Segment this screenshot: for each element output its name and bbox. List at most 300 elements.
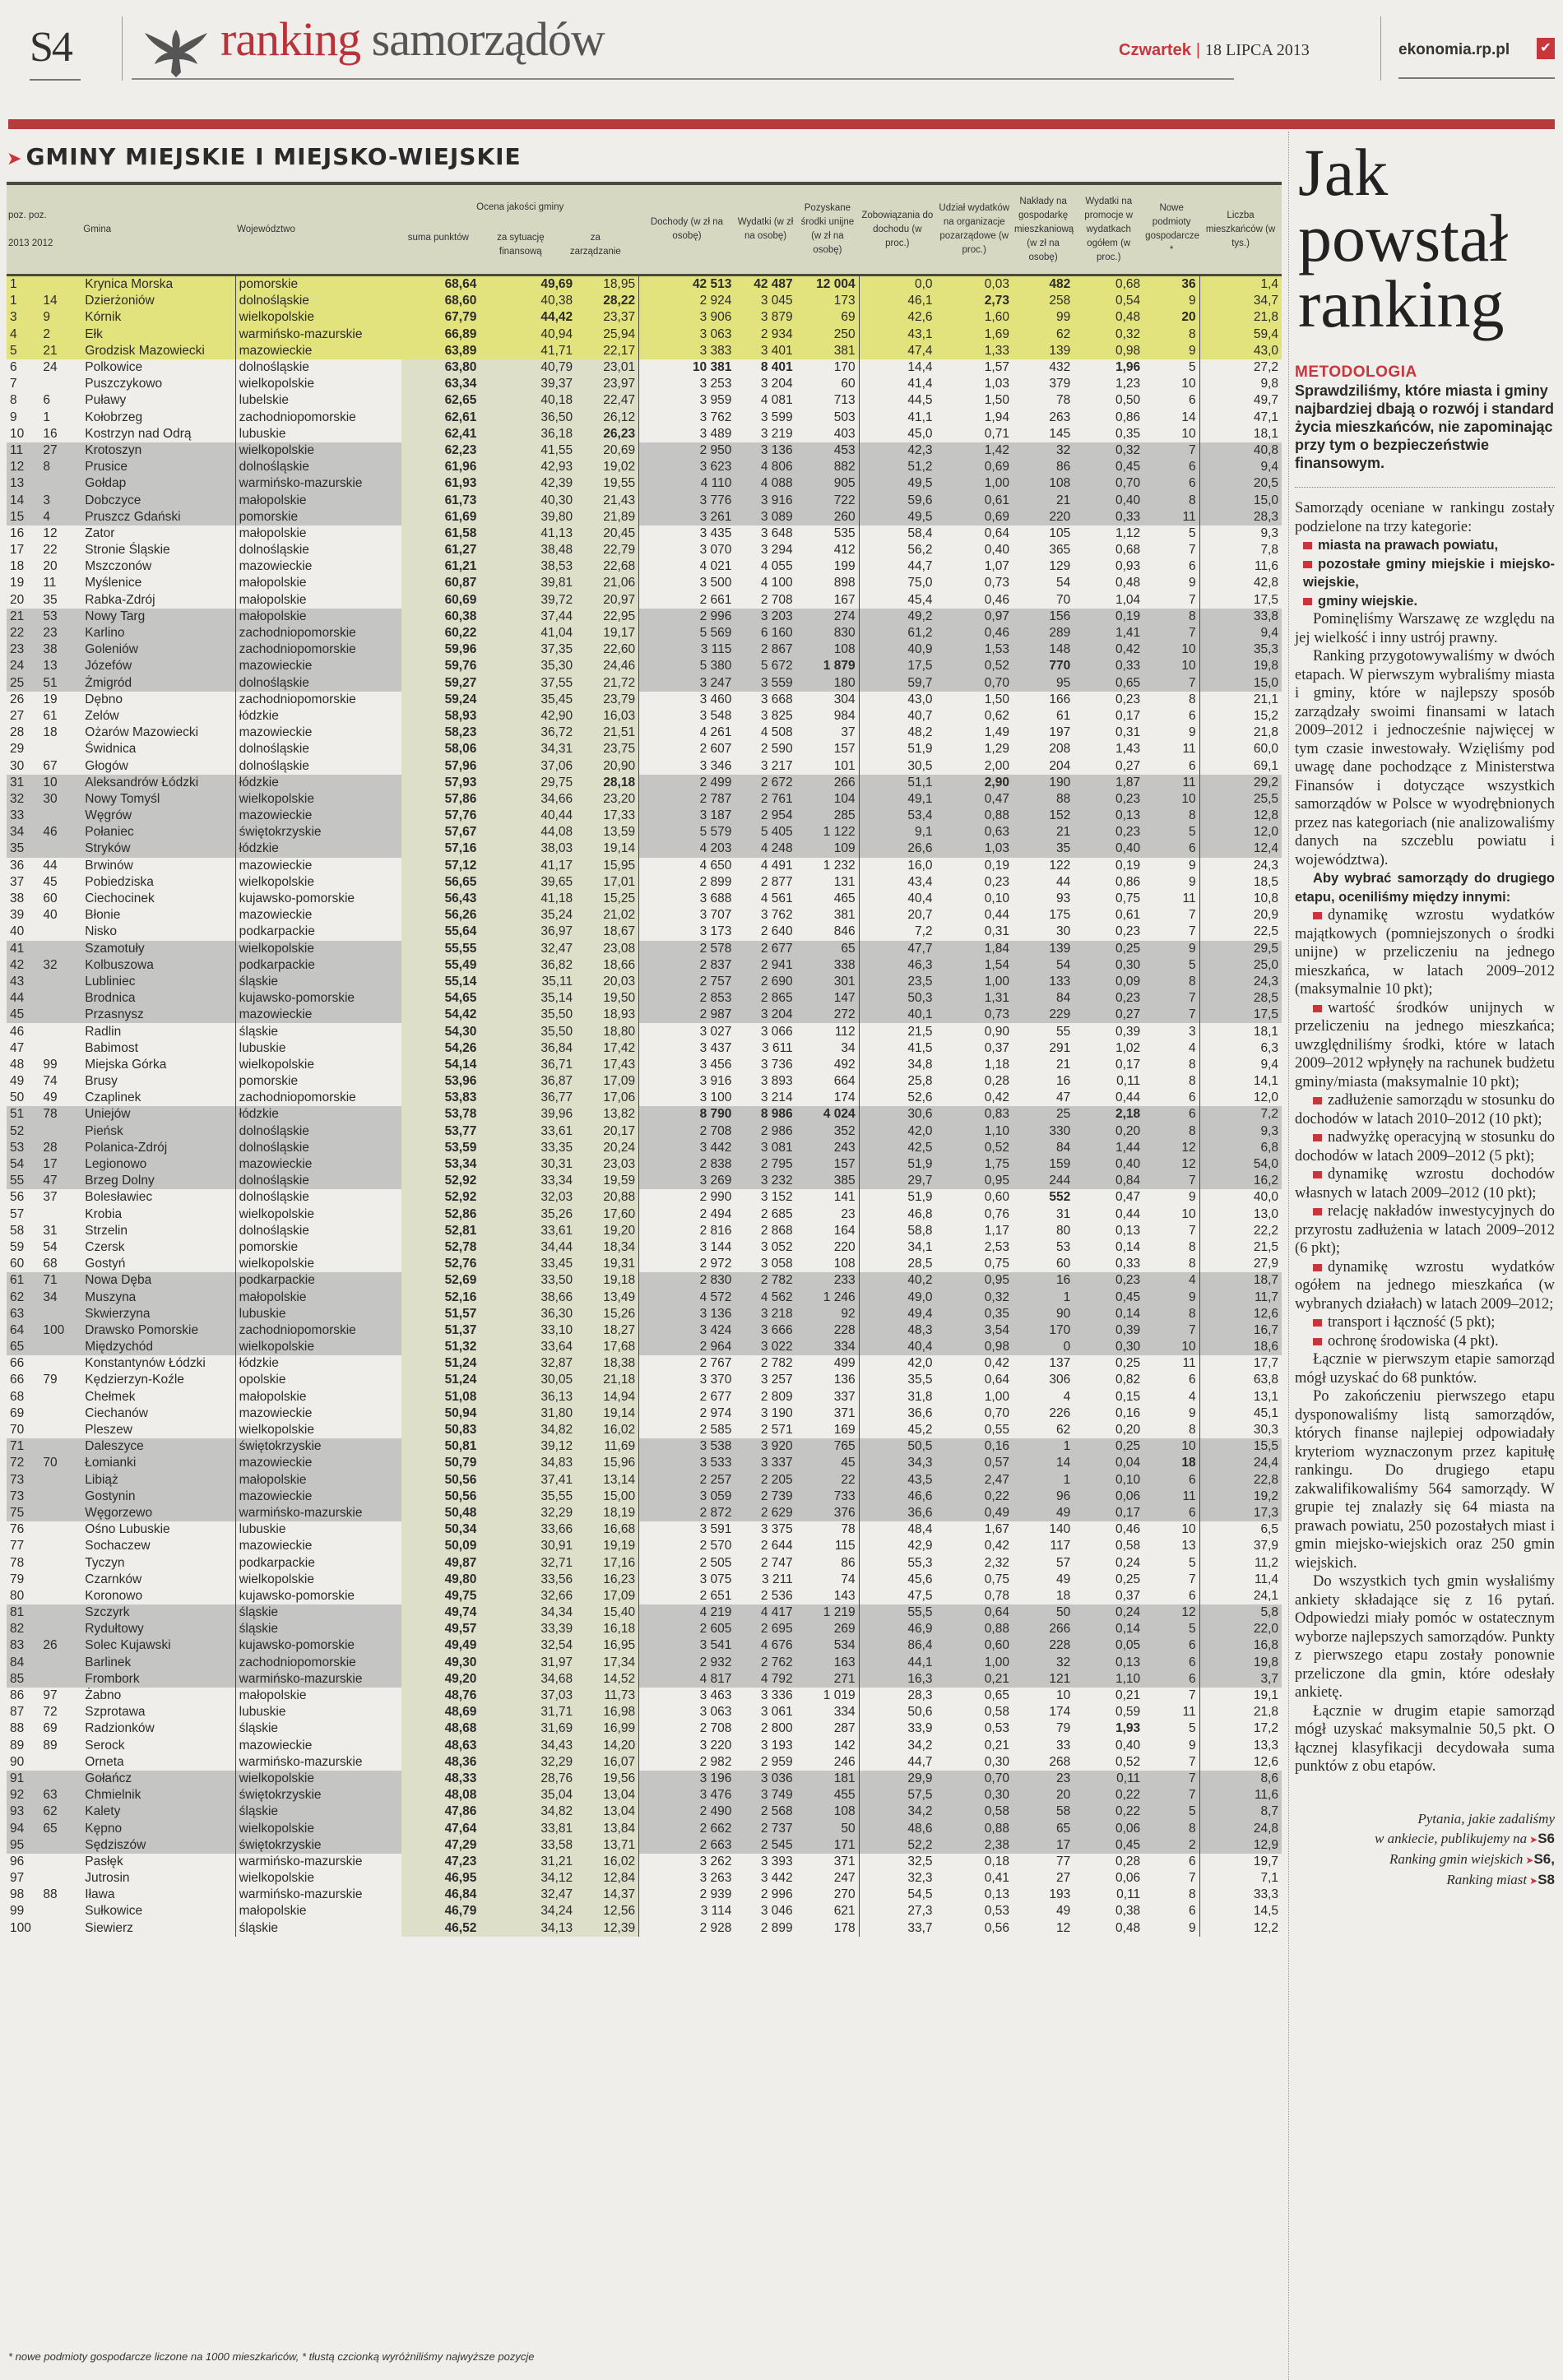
cell-suma: 46,84 bbox=[401, 1887, 480, 1903]
cell-unijne: 266 bbox=[796, 775, 859, 791]
cell-zarzadzanie: 11,73 bbox=[576, 1688, 638, 1704]
cell-wydatki: 4 806 bbox=[735, 459, 795, 475]
cell-gmina: Bolesławiec bbox=[85, 1190, 153, 1205]
table-row bbox=[7, 1505, 1282, 1521]
site-link[interactable]: ekonomia.rp.pl bbox=[1398, 41, 1510, 58]
cell-udzial: 0,69 bbox=[936, 459, 1013, 475]
section-title bbox=[7, 143, 522, 170]
sidebar-kicker: METODOLOGIA bbox=[1295, 363, 1417, 381]
table-row bbox=[7, 1521, 1282, 1538]
cell-promocja: 0,45 bbox=[1074, 1837, 1143, 1854]
table-row bbox=[7, 990, 1282, 1007]
table-row bbox=[7, 692, 1282, 708]
cell-pos-2012 bbox=[39, 1771, 81, 1787]
cell-zarzadzanie: 23,03 bbox=[576, 1156, 638, 1173]
cell-naklady: 145 bbox=[1049, 426, 1071, 441]
cell-zarzadzanie: 14,37 bbox=[576, 1887, 638, 1903]
cell-dochody: 2 499 bbox=[639, 775, 735, 791]
cell-wydatki: 4 491 bbox=[760, 858, 793, 873]
cell-pos-2012: 68 bbox=[43, 1257, 58, 1271]
cross-reference[interactable]: w ankiecie, publikujemy na ➤S6 bbox=[1375, 1830, 1555, 1846]
cell-unijne: 381 bbox=[796, 343, 859, 359]
cell-zobowiazania: 45,2 bbox=[859, 1422, 935, 1438]
cell-pos-2012: 49 bbox=[43, 1090, 58, 1105]
cell-pos-2012: 17 bbox=[39, 1156, 81, 1173]
cell-wojewodztwo: opolskie bbox=[235, 1372, 401, 1388]
cell-finanse: 33,61 bbox=[480, 1123, 576, 1140]
cell-promocja: 0,32 bbox=[1074, 326, 1143, 343]
cell-pos-2013: 51 bbox=[7, 1106, 39, 1123]
cell-naklady: 175 bbox=[1049, 908, 1071, 923]
cell-naklady: 208 bbox=[1049, 742, 1071, 757]
cell-pos-2012 bbox=[39, 1206, 81, 1223]
cell-unijne: 882 bbox=[796, 459, 859, 475]
cell-pos-2012: 99 bbox=[43, 1057, 58, 1072]
cell-finanse: 33,34 bbox=[480, 1173, 576, 1189]
cell-udzial: 0,21 bbox=[936, 1671, 1013, 1688]
cell-udzial: 0,58 bbox=[984, 1705, 1009, 1720]
cell-podmioty: 11 bbox=[1143, 509, 1199, 526]
cell-pos-2012 bbox=[39, 1837, 81, 1854]
cell-naklady: 117 bbox=[1050, 1539, 1071, 1553]
cell-finanse: 34,68 bbox=[480, 1671, 576, 1688]
cell-zarzadzanie: 20,17 bbox=[576, 1123, 638, 1140]
cell-finanse: 32,54 bbox=[480, 1637, 576, 1654]
cell-zarzadzanie: 24,46 bbox=[576, 658, 638, 674]
cell-wojewodztwo: łódzkie bbox=[235, 1355, 401, 1372]
cell-zarzadzanie: 20,88 bbox=[576, 1189, 638, 1206]
cell-wojewodztwo: śląskie bbox=[235, 1804, 401, 1820]
cell-podmioty: 11 bbox=[1182, 1705, 1196, 1720]
cell-promocja: 0,33 bbox=[1115, 1257, 1141, 1271]
cell-zarzadzanie: 16,02 bbox=[576, 1854, 638, 1870]
cell-wydatki: 3 336 bbox=[760, 1688, 793, 1703]
cell-pos-2013: 22 bbox=[7, 625, 39, 641]
cell-podmioty: 8 bbox=[1188, 1239, 1196, 1254]
cell-zarzadzanie: 15,96 bbox=[576, 1455, 638, 1471]
cell-udzial: 0,83 bbox=[936, 1106, 1013, 1123]
cell-dochody: 4 203 bbox=[639, 840, 735, 857]
cell-wojewodztwo: mazowieckie bbox=[235, 1455, 401, 1471]
cell-pos-2013: 5 bbox=[7, 343, 39, 359]
cell-suma: 51,08 bbox=[401, 1389, 480, 1405]
cell-naklady: 80 bbox=[1056, 1223, 1071, 1238]
cell-dochody: 2 578 bbox=[639, 941, 735, 957]
cell-zarzadzanie: 13,59 bbox=[576, 824, 638, 840]
cell-wojewodztwo: świętokrzyskie bbox=[235, 1787, 401, 1804]
cell-wojewodztwo: małopolskie bbox=[235, 1289, 401, 1305]
cell-zobowiazania: 45,6 bbox=[859, 1572, 935, 1588]
cell-udzial: 0,58 bbox=[936, 1804, 1013, 1820]
cell-gmina: Sochaczew bbox=[85, 1539, 151, 1553]
cell-finanse: 38,03 bbox=[480, 840, 576, 857]
cell-naklady: 244 bbox=[1013, 1173, 1074, 1189]
cell-wojewodztwo: wielkopolskie bbox=[235, 1820, 401, 1836]
cell-wojewodztwo: mazowieckie bbox=[235, 658, 401, 674]
cell-finanse: 36,87 bbox=[480, 1073, 576, 1090]
cross-reference[interactable]: Ranking gmin wiejskich ➤S6, bbox=[1389, 1850, 1555, 1867]
cell-finanse: 39,72 bbox=[480, 592, 576, 609]
cell-pos-2012: 54 bbox=[43, 1239, 58, 1254]
cell-naklady: 14 bbox=[1013, 1455, 1074, 1471]
cell-wydatki: 3 599 bbox=[760, 410, 793, 424]
cell-suma: 49,87 bbox=[401, 1554, 480, 1571]
cell-suma: 48,36 bbox=[401, 1754, 480, 1771]
cell-zobowiazania: 51,9 bbox=[859, 741, 935, 757]
paragraph: Pominęliśmy Warszawę ze względu na jej wielkość i inny ustrój prawny. bbox=[1295, 611, 1555, 646]
cell-udzial: 0,42 bbox=[984, 1356, 1009, 1371]
cell-wojewodztwo: śląskie bbox=[235, 974, 401, 990]
cell-udzial: 1,18 bbox=[984, 1057, 1009, 1072]
cell-liczba: 9,4 bbox=[1199, 459, 1282, 475]
cell-finanse: 33,35 bbox=[480, 1140, 576, 1156]
cell-suma: 53,78 bbox=[401, 1106, 480, 1123]
cell-liczba: 28,3 bbox=[1199, 509, 1282, 526]
cell-promocja: 0,75 bbox=[1115, 891, 1141, 906]
cell-zobowiazania: 46,6 bbox=[859, 1489, 935, 1505]
cell-wydatki: 4 081 bbox=[760, 393, 793, 408]
cell-liczba: 12,4 bbox=[1199, 840, 1282, 857]
cell-pos-2012: 45 bbox=[43, 874, 58, 889]
cell-wydatki: 2 590 bbox=[760, 742, 793, 757]
cell-unijne: 412 bbox=[833, 543, 856, 558]
cell-suma: 57,16 bbox=[401, 840, 480, 857]
cell-promocja: 0,65 bbox=[1074, 675, 1143, 692]
cell-udzial: 0,31 bbox=[984, 924, 1009, 939]
cell-liczba: 18,5 bbox=[1199, 874, 1282, 891]
table-row bbox=[7, 891, 1282, 907]
eagle-logo-icon bbox=[135, 23, 217, 81]
cell-wydatki: 8 986 bbox=[735, 1106, 795, 1123]
cell-wojewodztwo: wielkopolskie bbox=[235, 1422, 401, 1438]
cell-wojewodztwo: podkarpackie bbox=[235, 924, 401, 940]
cell-pos-2013: 58 bbox=[10, 1223, 25, 1238]
cell-pos-2012: 31 bbox=[43, 1223, 58, 1238]
cell-wydatki: 2 737 bbox=[735, 1820, 795, 1836]
cell-gmina: Zelów bbox=[85, 708, 119, 723]
cell-zarzadzanie: 15,25 bbox=[576, 891, 638, 907]
cell-promocja: 0,28 bbox=[1115, 1854, 1141, 1868]
criteria-item: wartość środków unijnych w przeliczeniu na jednego mieszkańca; uwzględniliśmy środki, które w latach 2009–2012 wpłynęły na rachunek budżetu gminy/miasta (maksymalnie 10 pkt); bbox=[1295, 999, 1555, 1090]
col-header-wojewodztwo: Województwo bbox=[237, 224, 295, 234]
cell-pos-2012: 32 bbox=[39, 957, 81, 974]
cell-zobowiazania: 40,7 bbox=[859, 708, 935, 725]
cell-pos-2012 bbox=[39, 1389, 81, 1405]
cell-pos-2012 bbox=[39, 1040, 81, 1057]
cell-udzial: 2,32 bbox=[984, 1555, 1009, 1570]
cell-zobowiazania: 32,5 bbox=[859, 1854, 935, 1870]
cell-finanse: 39,12 bbox=[480, 1438, 576, 1455]
cell-zarzadzanie: 16,02 bbox=[576, 1422, 638, 1438]
cell-wojewodztwo: lubelskie bbox=[235, 392, 401, 409]
cell-suma: 54,26 bbox=[401, 1040, 480, 1057]
cell-finanse: 32,29 bbox=[480, 1505, 576, 1521]
cell-gmina: Brwinów bbox=[85, 858, 133, 873]
cell-wydatki: 4 792 bbox=[735, 1671, 795, 1688]
cell-wydatki: 3 442 bbox=[760, 1871, 793, 1886]
cell-udzial: 0,56 bbox=[984, 1920, 1009, 1935]
cell-zobowiazania: 41,1 bbox=[859, 410, 935, 426]
cell-dochody: 3 144 bbox=[699, 1239, 732, 1254]
ranking-table bbox=[7, 182, 1282, 1937]
cell-naklady: 482 bbox=[1013, 276, 1074, 294]
cell-dochody: 42 513 bbox=[639, 276, 735, 294]
cell-liczba: 49,7 bbox=[1199, 392, 1282, 409]
cell-unijne: 722 bbox=[796, 492, 859, 508]
cell-finanse: 35,04 bbox=[480, 1787, 576, 1804]
cell-unijne: 228 bbox=[796, 1322, 859, 1339]
cell-pos-2012: 8 bbox=[39, 459, 81, 475]
cell-udzial: 1,33 bbox=[936, 343, 1013, 359]
cell-pos-2013: 47 bbox=[10, 1040, 25, 1055]
cell-podmioty: 6 bbox=[1188, 1373, 1196, 1387]
category-item: pozostałe gminy miejskie i miejsko-wiejskie, bbox=[1303, 556, 1555, 590]
cell-wydatki: 2 739 bbox=[735, 1489, 795, 1505]
cell-podmioty: 9 bbox=[1188, 576, 1196, 590]
cell-podmioty: 7 bbox=[1188, 924, 1196, 939]
cell-liczba: 9,8 bbox=[1199, 376, 1282, 392]
cell-finanse: 36,82 bbox=[480, 957, 576, 974]
cell-suma: 50,48 bbox=[401, 1505, 480, 1521]
cell-promocja: 1,41 bbox=[1074, 625, 1143, 641]
cell-udzial: 0,62 bbox=[984, 708, 1009, 723]
cell-finanse: 34,24 bbox=[480, 1903, 576, 1919]
cell-liczba: 19,7 bbox=[1199, 1854, 1282, 1870]
cell-dochody: 4 261 bbox=[699, 725, 732, 740]
cell-promocja: 1,12 bbox=[1115, 526, 1141, 540]
cell-podmioty: 7 bbox=[1143, 1173, 1199, 1189]
cell-naklady: 289 bbox=[1013, 625, 1074, 641]
cell-zarzadzanie: 18,27 bbox=[576, 1322, 638, 1339]
cell-podmioty: 3 bbox=[1188, 1024, 1196, 1039]
cell-dochody: 2 939 bbox=[699, 1887, 732, 1902]
cell-pos-2013: 37 bbox=[10, 874, 25, 889]
cell-wydatki: 2 782 bbox=[760, 1356, 793, 1371]
cell-pos-2012: 74 bbox=[43, 1074, 58, 1089]
cell-zarzadzanie: 15,00 bbox=[576, 1489, 638, 1505]
cell-gmina: Kórnik bbox=[81, 309, 235, 326]
cell-finanse: 31,80 bbox=[480, 1405, 576, 1422]
cell-udzial: 0,64 bbox=[984, 526, 1009, 540]
cell-unijne: 371 bbox=[833, 1405, 856, 1420]
cell-liczba: 35,3 bbox=[1199, 641, 1282, 658]
cell-dochody: 2 899 bbox=[699, 874, 732, 889]
table-row bbox=[7, 326, 1282, 343]
cell-wydatki: 2 747 bbox=[760, 1555, 793, 1570]
cell-unijne: 1 246 bbox=[796, 1289, 859, 1305]
cell-unijne: 141 bbox=[833, 1190, 856, 1205]
cell-liczba: 11,2 bbox=[1199, 1554, 1282, 1571]
cell-unijne: 830 bbox=[796, 625, 859, 641]
cell-zarzadzanie: 22,47 bbox=[576, 392, 638, 409]
cell-promocja: 1,96 bbox=[1115, 360, 1141, 375]
cell-gmina: Aleksandrów Łódzki bbox=[81, 775, 235, 791]
cell-pos-2012 bbox=[39, 1572, 81, 1588]
cell-zobowiazania: 49,5 bbox=[859, 475, 935, 492]
cell-podmioty: 6 bbox=[1188, 559, 1196, 574]
cell-pos-2013: 44 bbox=[7, 990, 39, 1007]
cell-zarzadzanie: 22,95 bbox=[576, 609, 638, 625]
cell-finanse: 41,04 bbox=[480, 625, 576, 641]
cell-finanse: 35,50 bbox=[480, 1007, 576, 1023]
cell-zobowiazania: 17,5 bbox=[859, 658, 935, 674]
cell-gmina: Puszczykowo bbox=[85, 377, 163, 391]
cell-naklady: 1 bbox=[1013, 1472, 1074, 1489]
cell-dochody: 3 263 bbox=[699, 1871, 732, 1886]
cell-dochody: 3 762 bbox=[699, 410, 732, 424]
cell-zarzadzanie: 18,80 bbox=[576, 1023, 638, 1040]
cell-wydatki: 3 666 bbox=[735, 1322, 795, 1339]
cell-dochody: 3 591 bbox=[699, 1522, 732, 1537]
cell-podmioty: 6 bbox=[1143, 1472, 1199, 1489]
cell-zarzadzanie: 19,17 bbox=[576, 625, 638, 641]
cell-naklady: 137 bbox=[1049, 1356, 1071, 1371]
sidebar-headline: Jak powstał ranking bbox=[1298, 135, 1509, 341]
table-row bbox=[7, 1538, 1282, 1554]
cell-udzial: 0,44 bbox=[984, 908, 1009, 923]
cell-zarzadzanie: 13,04 bbox=[576, 1787, 638, 1804]
cell-podmioty: 6 bbox=[1143, 840, 1199, 857]
cell-unijne: 301 bbox=[796, 974, 859, 990]
cell-suma: 66,89 bbox=[401, 326, 480, 343]
cell-dochody: 3 027 bbox=[699, 1024, 732, 1039]
cell-wojewodztwo: małopolskie bbox=[235, 575, 401, 591]
cell-naklady: 49 bbox=[1013, 1505, 1074, 1521]
table-row bbox=[7, 1754, 1282, 1771]
bullet-icon bbox=[1303, 598, 1312, 605]
cell-wojewodztwo: dolnośląskie bbox=[235, 1223, 401, 1239]
cell-naklady: 139 bbox=[1013, 343, 1074, 359]
cell-zarzadzanie: 21,06 bbox=[576, 575, 638, 591]
cell-udzial: 1,75 bbox=[936, 1156, 1013, 1173]
cell-unijne: 157 bbox=[833, 742, 856, 757]
col-header-zarzadzanie: za zarządzanie bbox=[569, 232, 621, 257]
cell-udzial: 0,35 bbox=[936, 1306, 1013, 1322]
cell-podmioty: 9 bbox=[1188, 858, 1196, 873]
cell-suma: 52,76 bbox=[401, 1256, 480, 1272]
cell-udzial: 2,53 bbox=[984, 1239, 1009, 1254]
cell-zarzadzanie: 25,94 bbox=[576, 326, 638, 343]
cell-dochody: 3 489 bbox=[699, 426, 732, 441]
cell-udzial: 0,30 bbox=[936, 1787, 1013, 1804]
cell-pos-2012: 1 bbox=[43, 410, 50, 424]
cell-udzial: 1,84 bbox=[936, 941, 1013, 957]
cell-naklady: 88 bbox=[1013, 791, 1074, 808]
cross-reference[interactable]: Ranking miast ➤S8 bbox=[1446, 1871, 1555, 1887]
cell-pos-2012 bbox=[39, 1438, 81, 1455]
cell-wojewodztwo: dolnośląskie bbox=[235, 757, 401, 774]
cell-pos-2013: 24 bbox=[7, 658, 39, 674]
cell-promocja: 0,23 bbox=[1074, 1272, 1143, 1289]
cell-wydatki: 3 203 bbox=[735, 609, 795, 625]
paragraph: Po zakończeniu pierwszego etapu dysponowaliśmy listą samorządów, których finanse najlepiej odpowiadały kryteriom wyznaczonym przez kapitułę rankingu. Do drugiego etapu zakwalifikowaliśmy 564 samorządy. W grupie tej znalazły się 64 miasta na prawach powiatu, 250 pozostałych miast i gmin miejsko-wiejskich oraz 250 gmin wiejskich. bbox=[1295, 1388, 1555, 1572]
cell-pos-2013: 39 bbox=[10, 908, 25, 923]
cell-zobowiazania: 28,3 bbox=[859, 1688, 935, 1704]
cell-wojewodztwo: lubuskie bbox=[235, 1521, 401, 1538]
cell-zarzadzanie: 23,79 bbox=[576, 692, 638, 708]
cell-pos-2012: 67 bbox=[43, 758, 58, 773]
cell-naklady: 266 bbox=[1013, 1621, 1074, 1637]
criteria-item: dynamikę wzrostu dochodów własnych w latach 2009–2012 (10 pkt); bbox=[1295, 1166, 1555, 1202]
brand-title bbox=[220, 12, 605, 67]
cell-pos-2012: 23 bbox=[39, 625, 81, 641]
cell-pos-2013: 3 bbox=[7, 309, 39, 326]
cell-gmina: Siewierz bbox=[85, 1920, 133, 1935]
cell-podmioty: 8 bbox=[1188, 692, 1196, 706]
cell-pos-2013: 72 bbox=[7, 1455, 39, 1471]
cell-dochody: 2 982 bbox=[699, 1754, 732, 1769]
cell-wydatki: 3 061 bbox=[760, 1705, 793, 1720]
cell-wydatki: 3 193 bbox=[760, 1738, 793, 1753]
cell-podmioty: 6 bbox=[1143, 1505, 1199, 1521]
cell-pos-2013: 42 bbox=[7, 957, 39, 974]
cell-gmina: Szamotuły bbox=[81, 941, 235, 957]
cell-pos-2013: 55 bbox=[7, 1173, 39, 1189]
cell-gmina: Czersk bbox=[85, 1239, 125, 1254]
cell-liczba: 6,8 bbox=[1199, 1140, 1282, 1156]
cell-wojewodztwo: lubuskie bbox=[235, 1704, 401, 1720]
cell-gmina: Kędzierzyn-Koźle bbox=[85, 1373, 184, 1387]
cell-zobowiazania: 61,2 bbox=[859, 625, 935, 641]
cell-promocja: 0,20 bbox=[1115, 1423, 1141, 1438]
cell-zarzadzanie: 16,23 bbox=[576, 1572, 638, 1588]
cell-promocja: 0,23 bbox=[1074, 824, 1143, 840]
cell-wojewodztwo: małopolskie bbox=[235, 609, 401, 625]
cell-suma: 49,57 bbox=[401, 1621, 480, 1637]
table-row bbox=[7, 392, 1282, 409]
cell-udzial: 0,60 bbox=[984, 1190, 1009, 1205]
cell-wydatki: 3 190 bbox=[760, 1405, 793, 1420]
cell-liczba: 9,3 bbox=[1199, 1123, 1282, 1140]
table-row bbox=[7, 1306, 1282, 1322]
cell-pos-2012: 65 bbox=[39, 1820, 81, 1836]
cell-liczba: 6,5 bbox=[1199, 1521, 1282, 1538]
cell-liczba: 12,6 bbox=[1199, 1754, 1282, 1771]
cell-dochody: 3 075 bbox=[699, 1572, 732, 1586]
cell-promocja: 0,04 bbox=[1074, 1455, 1143, 1471]
criteria-item: transport i łączność (5 pkt); bbox=[1295, 1313, 1555, 1332]
cell-unijne: 199 bbox=[833, 559, 856, 574]
cell-wydatki: 2 677 bbox=[735, 941, 795, 957]
cell-udzial: 0,60 bbox=[936, 1637, 1013, 1654]
cell-wydatki: 3 218 bbox=[735, 1306, 795, 1322]
cell-wydatki: 3 668 bbox=[760, 692, 793, 706]
cell-zobowiazania: 57,5 bbox=[859, 1787, 935, 1804]
cell-udzial: 1,29 bbox=[984, 742, 1009, 757]
cell-promocja: 0,06 bbox=[1074, 1489, 1143, 1505]
cell-podmioty: 9 bbox=[1143, 293, 1199, 309]
cell-pos-2012: 44 bbox=[43, 858, 58, 873]
cell-gmina: Radlin bbox=[85, 1024, 122, 1039]
cell-pos-2013: 12 bbox=[7, 459, 39, 475]
cell-dochody: 3 463 bbox=[699, 1688, 732, 1703]
cell-zarzadzanie: 18,66 bbox=[576, 957, 638, 974]
cell-wydatki: 2 809 bbox=[760, 1389, 793, 1404]
cell-pos-2013: 94 bbox=[7, 1820, 39, 1836]
cell-pos-2013: 25 bbox=[7, 675, 39, 692]
cell-gmina: Kępno bbox=[81, 1820, 235, 1836]
cell-podmioty: 20 bbox=[1143, 309, 1199, 326]
cell-wydatki: 2 205 bbox=[735, 1472, 795, 1489]
cell-liczba: 7,1 bbox=[1199, 1870, 1282, 1887]
cell-unijne: 846 bbox=[833, 924, 856, 939]
cell-liczba: 9,4 bbox=[1199, 1057, 1282, 1073]
cell-suma: 50,79 bbox=[401, 1455, 480, 1471]
table-row bbox=[7, 708, 1282, 725]
cell-naklady: 152 bbox=[1013, 808, 1074, 824]
cell-wojewodztwo: mazowieckie bbox=[235, 1007, 401, 1023]
table-row bbox=[7, 509, 1282, 526]
